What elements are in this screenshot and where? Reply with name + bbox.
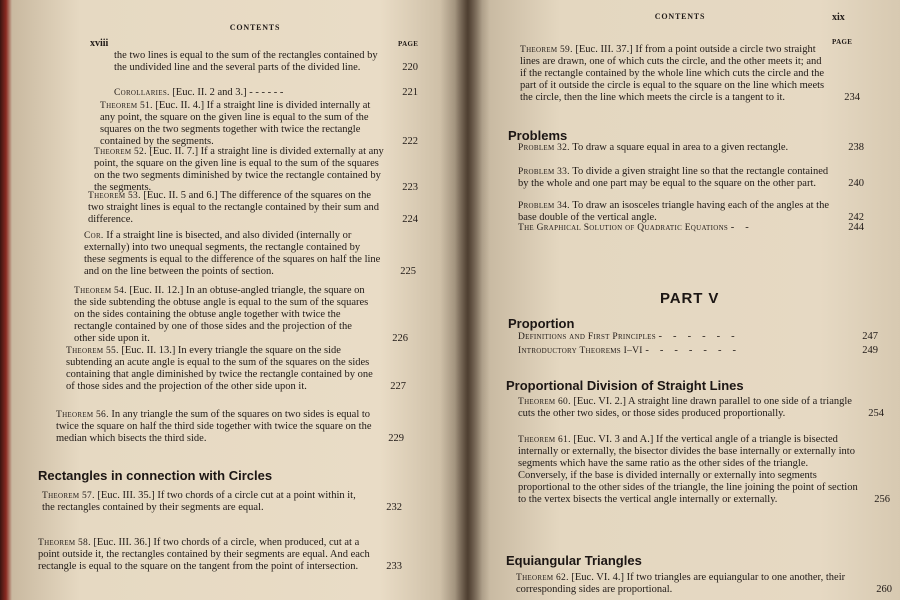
entry-text: [Euc. II. 2 and 3.] - - - - - - xyxy=(172,87,284,98)
section-heading: Problems xyxy=(508,128,568,143)
running-head: CONTENTS xyxy=(654,12,706,21)
entry-text: To divide a given straight line so that the rectangle contained by the whole and one part may be equal to the square on the other part. xyxy=(518,166,829,189)
entry-text: [Euc. II. 13.] In every triangle the square on the side subtending an acute angle is equal to the sum of the squares on the sides containing that angle diminished by twice the rectangle contained by one of those sides and the projection of the other side upon it. xyxy=(66,345,373,392)
toc-entry xyxy=(518,345,878,357)
entry-page: 225 xyxy=(400,266,416,277)
entry-page: 223 xyxy=(402,182,418,193)
toc-entry xyxy=(74,285,408,345)
toc-entry xyxy=(516,572,892,596)
toc-entry xyxy=(518,142,864,154)
entry-label: Theorem 61. xyxy=(518,435,571,445)
entry-text: To draw a square equal in area to a given rectangle. xyxy=(572,142,789,153)
entry-text: In any triangle the sum of the squares on two sides is equal to twice the square on half the third side together with twice the square on the median which bisects the third side. xyxy=(56,409,372,444)
entry-label: Theorem 60. xyxy=(518,397,571,407)
entry-leader: - - xyxy=(730,222,753,233)
entry-page: 221 xyxy=(402,87,418,98)
toc-entry xyxy=(518,434,890,506)
entry-text: the two lines is equal to the sum of the rectangles contained by the undivided line and the several parts of the divided line. xyxy=(114,50,378,73)
entry-label: Theorem 59. xyxy=(520,45,573,55)
entry-label: Theorem 58. xyxy=(38,538,91,548)
entry-label: Problem 34. xyxy=(518,201,570,211)
entry-text: [Euc. VI. 3 and A.] If the vertical angle of a triangle is bisected internally or externally, the bisector divides the base internally or externally into segments which have the same ratio as the other sides of the triangle. Conversely, if the base is divided internally or externally into segments proportional to the other sides of the triangle, the line joining the point of section to the vertex bisects the vertical angle internally or externally. xyxy=(518,434,858,505)
entry-page: 233 xyxy=(386,561,402,572)
entry-label: Theorem 57. xyxy=(42,491,95,501)
section-heading: Proportional Division of Straight Lines xyxy=(506,378,744,393)
toc-entry xyxy=(114,87,418,99)
toc-entry xyxy=(518,396,884,420)
toc-entry xyxy=(38,537,402,573)
entry-label: Theorem 62. xyxy=(516,573,569,583)
entry-page: 240 xyxy=(848,178,864,189)
entry-label: Theorem 52. xyxy=(94,147,147,157)
entry-label: Theorem 53. xyxy=(88,191,141,201)
toc-entry xyxy=(520,44,860,104)
entry-text: To draw an isosceles triangle having each of the angles at the base double of the vertical angle. xyxy=(518,200,829,223)
entry-leader: - - - - - - xyxy=(658,331,739,342)
entry-page: 247 xyxy=(862,331,878,342)
folio: xviii xyxy=(90,38,109,49)
entry-label: Theorem 54. xyxy=(74,286,127,296)
entry-label: Theorem 55. xyxy=(66,346,119,356)
toc-entry xyxy=(518,166,864,190)
right-page xyxy=(480,0,900,600)
entry-text: [Euc. III. 35.] If two chords of a circle cut at a point within it, the rectangles contained by their segments are equal. xyxy=(42,490,356,513)
toc-entry xyxy=(88,190,418,226)
entry-label: Cor. xyxy=(84,231,104,241)
entry-label: Problem 32. xyxy=(518,143,570,153)
toc-entry xyxy=(56,409,404,445)
toc-entry xyxy=(94,146,418,194)
entry-page: 242 xyxy=(848,212,864,223)
section-heading: Equiangular Triangles xyxy=(506,553,642,568)
entry-leader: - - - - - - - xyxy=(645,345,741,356)
entry-text: [Euc. II. 4.] If a straight line is divided internally at any point, the square on the given line is equal to the sum of the squares on the two segments together with twice the rectangle contained by the segments. xyxy=(100,100,371,147)
entry-text: [Euc. II. 12.] In an obtuse-angled triangle, the square on the side subtending the obtuse angle is equal to the sum of the squares on the sides containing the obtuse angle together with twice the rectangle contained by one of those sides and the projection of the other side upon it. xyxy=(74,285,369,344)
entry-page: 227 xyxy=(390,381,406,392)
entry-label: Theorem 56. xyxy=(56,410,109,420)
entry-page: 244 xyxy=(848,222,864,233)
folio: xix xyxy=(832,12,845,23)
entry-text: [Euc. VI. 4.] If two triangles are equiangular to one another, their corresponding sides are proportional. xyxy=(516,572,846,595)
left-page xyxy=(20,0,460,600)
entry-text: [Euc. II. 5 and 6.] The difference of the squares on the two straight lines is equal to the rectangle contained by their sum and difference. xyxy=(88,190,380,225)
toc-entry xyxy=(42,490,402,514)
entry-label: Problem 33. xyxy=(518,167,570,177)
running-head: CONTENTS xyxy=(229,23,281,32)
page-column-label: PAGE xyxy=(832,38,853,46)
entry-page: 232 xyxy=(386,502,402,513)
entry-text: [Euc. III. 36.] If two chords of a circle, when produced, cut at a point outside it, the rectangles contained by their segments are equal. And each rectangle is equal to the square on the tangent from the point of intersection. xyxy=(38,537,370,572)
entry-label: Introductory Theorems I–VI xyxy=(518,346,643,356)
toc-entry xyxy=(100,100,418,148)
entry-page: 254 xyxy=(868,408,884,419)
entry-page: 256 xyxy=(874,494,890,505)
toc-entry xyxy=(518,331,878,343)
entry-page: 249 xyxy=(862,345,878,356)
toc-entry xyxy=(518,200,864,224)
toc-entry xyxy=(84,230,416,278)
entry-label: Theorem 51. xyxy=(100,101,153,111)
entry-page: 229 xyxy=(388,433,404,444)
toc-entry xyxy=(518,222,864,234)
section-heading: Rectangles in connection with Circles xyxy=(38,468,273,483)
section-heading: Proportion xyxy=(508,316,575,331)
entry-page: 238 xyxy=(848,142,864,153)
entry-page: 234 xyxy=(844,92,860,103)
entry-label: The Graphical Solution of Quadratic Equations xyxy=(518,223,729,233)
entry-page: 226 xyxy=(392,333,408,344)
entry-text: [Euc. III. 37.] If from a point outside a circle two straight lines are drawn, one of which cuts the circle, and the other meets it; and if the rectangle contained by the whole line which cuts the circle and the part of it outside the circle is equal to the square on the line which meets the circle, then the line which meets the circle is a tangent to it. xyxy=(520,44,825,103)
entry-label: Corollaries. xyxy=(114,88,170,98)
entry-page: 260 xyxy=(876,584,892,595)
entry-text: [Euc. II. 7.] If a straight line is divided externally at any point, the square on the given line is equal to the sum of the squares on the two segments diminished by twice the rectangle contained by the segments. xyxy=(94,146,384,193)
entry-page: 224 xyxy=(402,214,418,225)
toc-entry xyxy=(114,50,418,74)
entry-page: 220 xyxy=(402,62,418,73)
entry-text: [Euc. VI. 2.] A straight line drawn parallel to one side of a triangle cuts the other two sides, or those sides produced proportionally. xyxy=(518,396,852,419)
toc-entry xyxy=(66,345,406,393)
entry-text: If a straight line is bisected, and also divided (internally or externally) into two unequal segments, the rectangle contained by these segments is equal to the difference of the squares on half the line and on the line between the points of section. xyxy=(84,230,381,277)
part-title: PART V xyxy=(660,290,720,307)
entry-label: Definitions and First Principles xyxy=(518,332,656,342)
page-column-label: PAGE xyxy=(398,40,419,48)
entry-page: 222 xyxy=(402,136,418,147)
